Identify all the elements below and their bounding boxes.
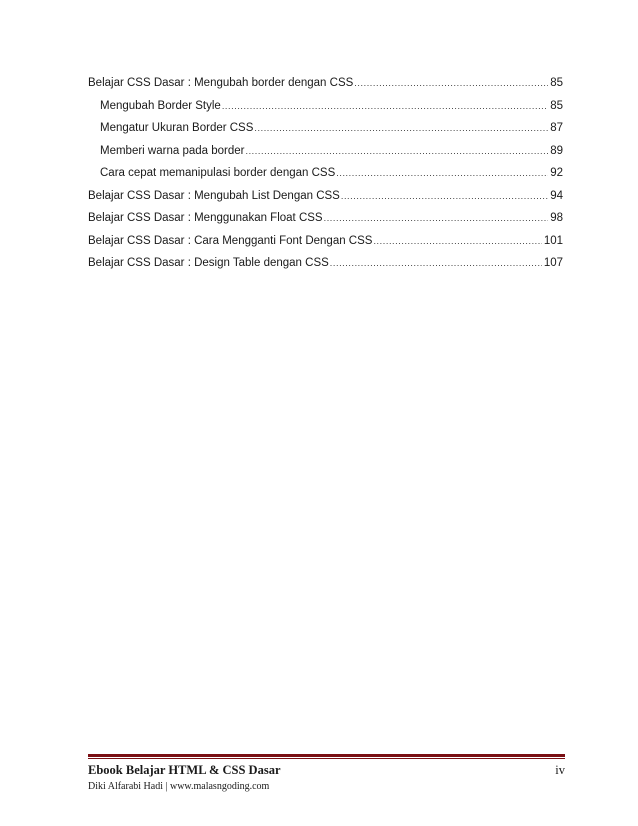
toc-entry-title: Mengubah Border Style: [100, 99, 221, 112]
toc-entry-title: Mengatur Ukuran Border CSS: [100, 122, 254, 134]
toc-dot-leader: [324, 207, 549, 230]
toc-entry-page: 98: [550, 212, 563, 224]
toc-dot-leader: [336, 162, 548, 185]
footer-page-number: iv: [555, 763, 565, 777]
toc-entry-page: 85: [550, 77, 563, 89]
toc-entry[interactable]: [88, 140, 563, 163]
toc-entry-page: 85: [550, 99, 563, 112]
toc-dot-leader: [254, 117, 548, 140]
toc-entry-title: Belajar CSS Dasar : Mengubah List Dengan CSS: [88, 189, 340, 202]
toc-dot-leader: [341, 185, 548, 208]
toc-entry[interactable]: [88, 207, 563, 230]
toc-entry-page: 87: [550, 122, 563, 134]
toc-entry-page: 92: [550, 167, 563, 179]
toc-dot-leader: [245, 140, 548, 163]
page-footer: [88, 754, 565, 792]
footer-rule-thin: [88, 758, 565, 759]
table-of-contents: [88, 72, 563, 275]
footer-row: [88, 763, 565, 778]
footer-author-line: Diki Alfarabi Hadi | www.malasngoding.com: [88, 781, 270, 792]
toc-entry-title: Belajar CSS Dasar : Design Table dengan CSS: [88, 257, 329, 269]
toc-dot-leader: [354, 72, 548, 95]
toc-entry-title: Cara cepat memanipulasi border dengan CSS: [100, 167, 336, 179]
toc-entry-page: 94: [550, 189, 563, 202]
toc-entry-title: Belajar CSS Dasar : Mengubah border dengan CSS: [88, 77, 354, 89]
toc-entry[interactable]: [88, 72, 563, 95]
toc-dot-leader: [373, 230, 541, 253]
toc-entry-title: Memberi warna pada border: [100, 144, 245, 157]
toc-entry-page: 89: [550, 144, 563, 157]
toc-entry-page: 101: [543, 234, 563, 247]
toc-entry[interactable]: [88, 95, 563, 118]
toc-entry[interactable]: [88, 162, 563, 185]
footer-book-title: Ebook Belajar HTML & CSS Dasar: [88, 763, 281, 777]
toc-dot-leader: [222, 95, 548, 118]
toc-entry[interactable]: [88, 117, 563, 140]
toc-entry-page: 107: [543, 257, 563, 269]
toc-entry-title: Belajar CSS Dasar : Menggunakan Float CSS: [88, 212, 323, 224]
toc-entry[interactable]: [88, 230, 563, 253]
toc-entry-title: Belajar CSS Dasar : Cara Mengganti Font Dengan CSS: [88, 234, 373, 247]
toc-entry[interactable]: [88, 252, 563, 275]
toc-dot-leader: [330, 252, 542, 275]
toc-entry[interactable]: [88, 185, 563, 208]
footer-rule-thick: [88, 754, 565, 757]
